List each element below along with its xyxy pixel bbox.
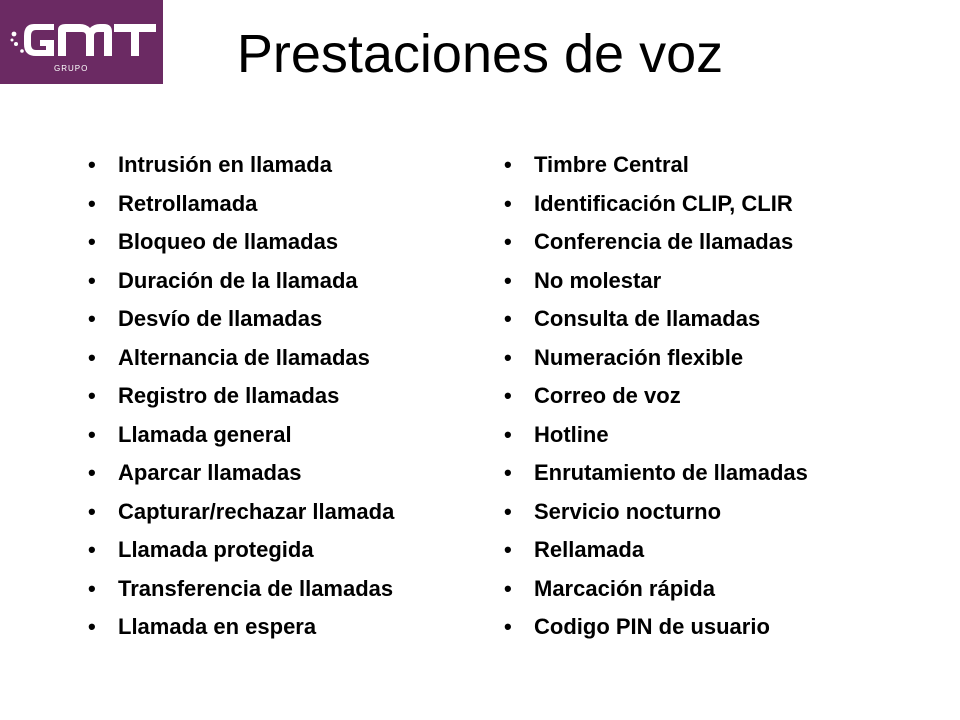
right-feature-item [504, 339, 924, 378]
right-feature-item-label: Timbre Central [534, 152, 689, 177]
left-feature-item-label: Transferencia de llamadas [118, 575, 394, 601]
left-feature-item-label: Llamada general [118, 421, 292, 447]
left-feature-item [88, 493, 478, 532]
logo-subtext: GRUPO [54, 64, 89, 73]
right-feature-item [504, 262, 924, 301]
slide-title: Prestaciones de voz [236, 24, 724, 84]
bullet-icon: • [88, 498, 96, 524]
left-feature-item [88, 185, 478, 224]
left-feature-item-label: Desvío de llamadas [118, 306, 323, 331]
right-feature-item [504, 185, 924, 224]
right-feature-item-label: No molestar [534, 267, 662, 293]
bullet-icon: • [504, 575, 512, 601]
bullet-icon: • [504, 537, 512, 562]
left-feature-item-label: Bloqueo de llamadas [118, 229, 339, 254]
left-feature-item-label: Aparcar llamadas [118, 460, 302, 485]
right-feature-item-label: Numeración flexible [534, 344, 744, 370]
left-feature-item [88, 223, 478, 262]
bullet-icon: • [504, 306, 512, 331]
gmt-logo [0, 0, 163, 84]
features-list-right [504, 146, 924, 647]
bullet-icon: • [504, 267, 512, 293]
right-feature-item-label: Marcación rápida [534, 575, 715, 601]
right-feature-item-label: Hotline [534, 421, 609, 447]
left-feature-item [88, 262, 478, 301]
right-feature-item [504, 454, 924, 493]
bullet-icon: • [88, 229, 96, 254]
bullet-icon: • [88, 537, 96, 562]
left-feature-item [88, 377, 478, 416]
left-feature-item-label: Llamada protegida [118, 537, 314, 562]
left-feature-item-label: Registro de llamadas [118, 383, 340, 408]
left-feature-item [88, 146, 478, 185]
right-feature-item-label: Rellamada [534, 537, 645, 562]
bullet-icon: • [88, 306, 96, 331]
bullet-icon: • [88, 575, 96, 601]
right-feature-item [504, 223, 924, 262]
bullet-icon: • [88, 614, 96, 639]
right-feature-item [504, 608, 924, 647]
left-feature-item [88, 531, 478, 570]
left-feature-item-label: Retrollamada [118, 190, 258, 216]
left-feature-item-label: Duración de la llamada [118, 267, 358, 293]
bullet-icon: • [504, 421, 512, 447]
bullet-icon: • [88, 383, 96, 408]
left-feature-item [88, 300, 478, 339]
right-feature-item [504, 570, 924, 609]
right-feature-item [504, 300, 924, 339]
left-feature-item-label: Intrusión en llamada [118, 152, 332, 177]
left-feature-item [88, 570, 478, 609]
left-feature-item [88, 454, 478, 493]
right-feature-item-label: Servicio nocturno [534, 498, 722, 524]
bullet-icon: • [504, 229, 512, 254]
right-feature-item-label: Identificación CLIP, CLIR [534, 190, 793, 216]
bullet-icon: • [504, 383, 512, 408]
bullet-icon: • [504, 344, 512, 370]
right-feature-item [504, 493, 924, 532]
right-feature-item-label: Consulta de llamadas [534, 306, 761, 331]
right-feature-item-label: Conferencia de llamadas [534, 229, 794, 254]
left-feature-item [88, 416, 478, 455]
right-feature-item-label: Correo de voz [534, 383, 681, 408]
bullet-icon: • [504, 460, 512, 485]
right-feature-item-label: Enrutamiento de llamadas [534, 460, 808, 485]
bullet-icon: • [504, 152, 512, 177]
bullet-icon: • [88, 267, 96, 293]
right-feature-item [504, 146, 924, 185]
bullet-icon: • [88, 421, 96, 447]
bullet-icon: • [504, 614, 512, 639]
bullet-icon: • [504, 190, 512, 216]
right-feature-item-label: Codigo PIN de usuario [534, 614, 770, 639]
bullet-icon: • [504, 498, 512, 524]
left-feature-item-label: Capturar/rechazar llamada [118, 498, 395, 524]
left-feature-item [88, 339, 478, 378]
left-feature-item-label: Llamada en espera [118, 614, 317, 639]
left-feature-item [88, 608, 478, 647]
bullet-icon: • [88, 460, 96, 485]
right-feature-item [504, 416, 924, 455]
right-feature-item [504, 377, 924, 416]
bullet-icon: • [88, 344, 96, 370]
bullet-icon: • [88, 190, 96, 216]
gmt-logo-graphic [0, 0, 163, 84]
features-list-left [88, 146, 478, 647]
left-feature-item-label: Alternancia de llamadas [118, 344, 370, 370]
bullet-icon: • [88, 152, 96, 177]
right-feature-item [504, 531, 924, 570]
